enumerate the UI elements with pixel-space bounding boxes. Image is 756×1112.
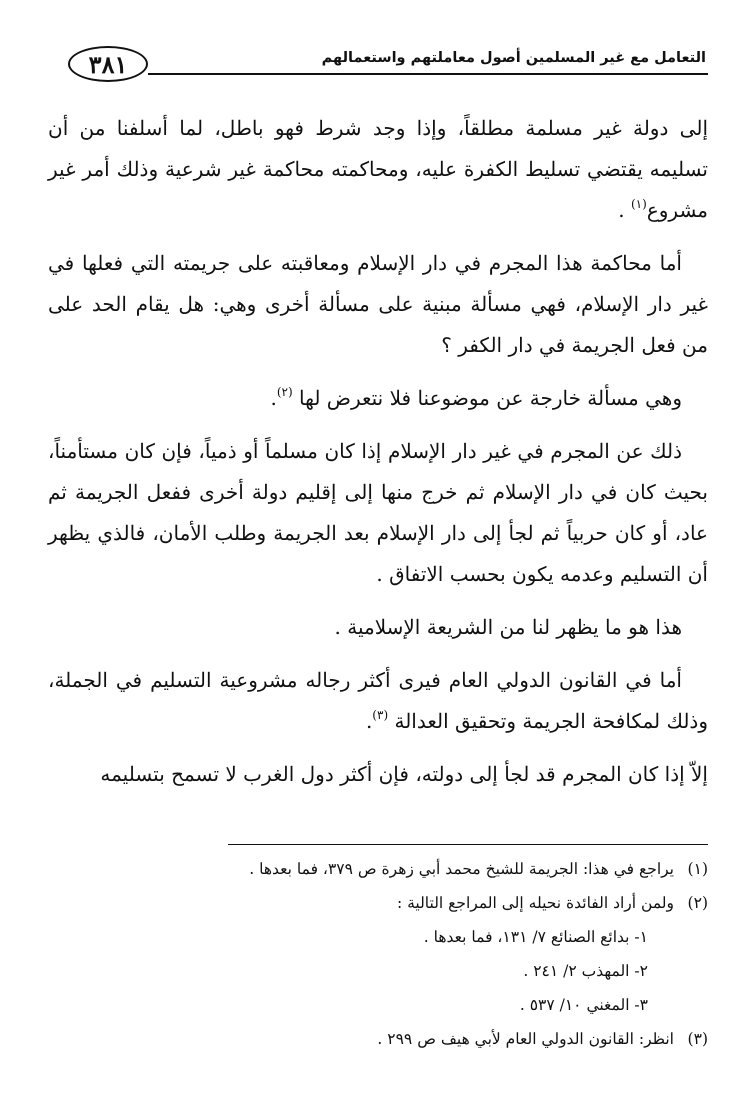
paragraph-1-end: . (618, 198, 625, 222)
footnote-text: يراجع في هذا: الجريمة للشيخ محمد أبي زهرة ص ٣٧٩، فما بعدها . (249, 860, 674, 878)
footnote-2-ref-2: ٢- المهذب ٢/ ٢٤١ . (523, 962, 648, 980)
paragraph-6-end: . (365, 709, 373, 733)
running-title: التعامل مع غير المسلمين أصول معاملتهم واستعمالهم (321, 50, 706, 66)
paragraph-7: إلاّ إذا كان المجرم قد لجأ إلى دولته، فإن أكثر دول الغرب لا تسمح بتسليمه (100, 762, 708, 786)
paragraph-6 (48, 660, 708, 742)
paragraph-3-text: وهي مسألة خارجة عن موضوعنا فلا نتعرض لها (299, 386, 682, 410)
footnote-number: (١) (687, 860, 708, 878)
footnote-2 (48, 886, 708, 920)
footnote-separator (228, 844, 708, 845)
paragraph-6-text: أما في القانون الدولي العام فيرى أكثر رجاله مشروعية التسليم في الجملة، وذلك لمكافحة الجريمة وتحقيق العدالة (48, 668, 708, 733)
paragraph-5: هذا هو ما يظهر لنا من الشريعة الإسلامية . (334, 615, 682, 639)
paragraph-3 (48, 378, 708, 419)
paragraph-2: أما محاكمة هذا المجرم في دار الإسلام ومعاقبته على جريمته التي فعلها في غير دار الإسلام، فهي مسألة مبنية على مسألة أخرى وهي: هل يقام الحد على من فعل الجريمة في دار الكفر ؟ (48, 251, 708, 357)
footnote-2-ref-3: ٣- المغني ١٠/ ٥٣٧ . (519, 996, 648, 1014)
page-header (68, 44, 708, 84)
footnotes (48, 852, 708, 1056)
footnote-ref-1[interactable]: (١) (630, 197, 647, 211)
page-number-text: ٣٨١ (88, 49, 128, 79)
paragraph-1-text: إلى دولة غير مسلمة مطلقاً، وإذا وجد شرط فهو باطل، لما أسلفنا من أن تسليمه يقتضي تسليط الكفرة عليه، ومحاكمته محاكمة غير شرعية وذلك أمر غير مشروع (48, 116, 708, 222)
footnote-text: ولمن أراد الفائدة نحيله إلى المراجع التالية : (396, 894, 674, 912)
footnote-number: (٣) (687, 1030, 708, 1048)
footnote-2-ref-1: ١- بدائع الصنائع ٧/ ١٣١، فما بعدها . (423, 928, 648, 946)
paragraph-4: ذلك عن المجرم في غير دار الإسلام إذا كان مسلماً أو ذمياً، فإن كان مستأمناً، بحيث كان في دار الإسلام ثم خرج منها إلى إقليم دولة أخرى ففعل الجريمة ثم عاد، أو كان حربياً ثم لجأ إلى دار الإسلام بعد الجريمة وطلب الأمان، فالذي يظهر أن التسليم وعدمه يكون بحسب الاتفاق . (48, 439, 708, 586)
paragraph-3-end: . (270, 386, 277, 410)
footnote-number: (٢) (687, 894, 708, 912)
page-number (68, 46, 148, 82)
footnote-1 (48, 852, 708, 886)
footnote-text: انظر: القانون الدولي العام لأبي هيف ص ٢٩٩ . (377, 1030, 674, 1048)
footnote-ref-3[interactable]: (٣) (372, 708, 389, 722)
header-rule (148, 73, 708, 75)
paragraph-1 (48, 108, 708, 231)
footnote-3 (48, 1022, 708, 1056)
main-text (48, 108, 708, 795)
footnote-ref-2[interactable]: (٢) (276, 385, 293, 399)
